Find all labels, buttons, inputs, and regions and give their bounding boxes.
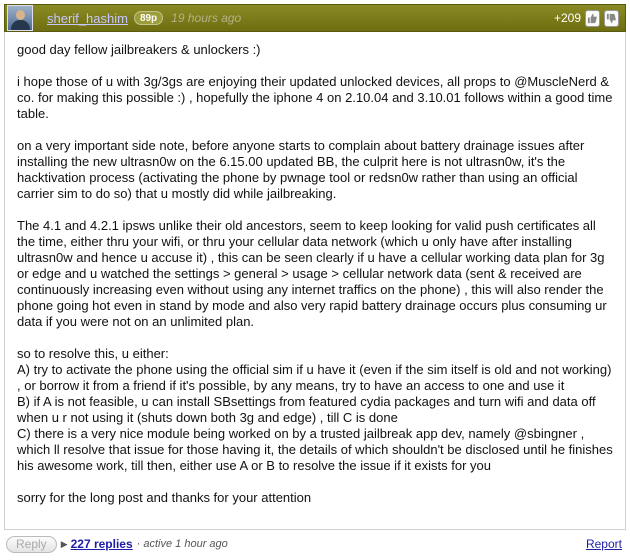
option-b: B) if A is not feasible, u can install SBsettings from featured cydia packages and turn wifi and data off when u r not using it (shuts down both 3g and edge) , till C is done <box>17 394 596 425</box>
downvote-button[interactable] <box>604 10 619 27</box>
thumbs-down-icon <box>606 13 617 24</box>
triangle-right-icon[interactable]: ▶ <box>60 538 68 549</box>
paragraph-side-note: on a very important side note, before anyone starts to complain about battery drainage issues after installing the new ultrasn0w on the 6.15.00 updated BB, the culprit here is not ultrasn0w, it's the hacktivation process (activating the phone by pwnage tool or redsn0w rather than using an official carrier sim to do so) that u mostly did while jailbreaking. <box>17 138 585 201</box>
paragraph-explanation: The 4.1 and 4.2.1 ipsws unlike their old ancestors, seem to keep looking for valid push certificates all the time, either thru your wifi, or thru your cellular data network (which u only have after installing ultrasn0w and hence u accuse it) , this can be seen clearly if u have a cellular working data plan for 3g or edge and u watched the settings > general > usage > cellular network data (sent & received are continuously increasing even without using any internet traffics on the phone) , this will also render the phone going hot even in stand by mode and also very rapid battery drainage occurs plus consuming ur data if you were not on an unlimited plan. <box>17 218 607 329</box>
replies-link[interactable]: 227 replies <box>70 537 133 551</box>
comment-header <box>4 4 626 32</box>
avatar[interactable] <box>7 5 33 31</box>
last-active-text: · active 1 hour ago <box>136 538 228 550</box>
closing-line: sorry for the long post and thanks for your attention <box>17 490 312 505</box>
reply-button[interactable]: Reply <box>6 536 57 553</box>
avatar-head-shape <box>16 10 25 20</box>
paragraph-greeting: good day fellow jailbreakers & unlockers :) <box>17 42 261 57</box>
resolve-intro: so to resolve this, u either: <box>17 346 169 361</box>
comment-footer <box>4 532 626 556</box>
vote-score: +209 <box>553 11 581 25</box>
thumbs-up-icon <box>587 13 598 24</box>
points-badge: 89p <box>134 11 163 25</box>
comment-body <box>4 32 626 530</box>
paragraph-intro: i hope those of u with 3g/3gs are enjoying their updated unlocked devices, all props to @MuscleNerd & co. for making this possible :) , hopefully the iphone 4 on 2.10.04 and 3.10.01 follows within a good time table. <box>17 74 613 121</box>
comment-post <box>4 4 626 556</box>
option-a: A) try to activate the phone using the official sim if u have it (even if the sim itself is old and not working) , or borrow it from a friend if it's possible, by any means, try to have an access to one and use it <box>17 362 612 393</box>
timestamp: 19 hours ago <box>171 11 242 25</box>
username-link[interactable]: sherif_hashim <box>47 10 128 26</box>
upvote-button[interactable] <box>585 10 600 27</box>
avatar-body-shape <box>11 20 30 31</box>
report-link[interactable]: Report <box>585 537 622 551</box>
option-c: C) there is a very nice module being worked on by a trusted jailbreak app dev, namely @sbingner , which ll resolve that issue for those having it, the details of which shouldn't be disclosed until he finishes his awesome work, till then, either use A or B to resolve the issue if it exists for you <box>17 426 613 473</box>
